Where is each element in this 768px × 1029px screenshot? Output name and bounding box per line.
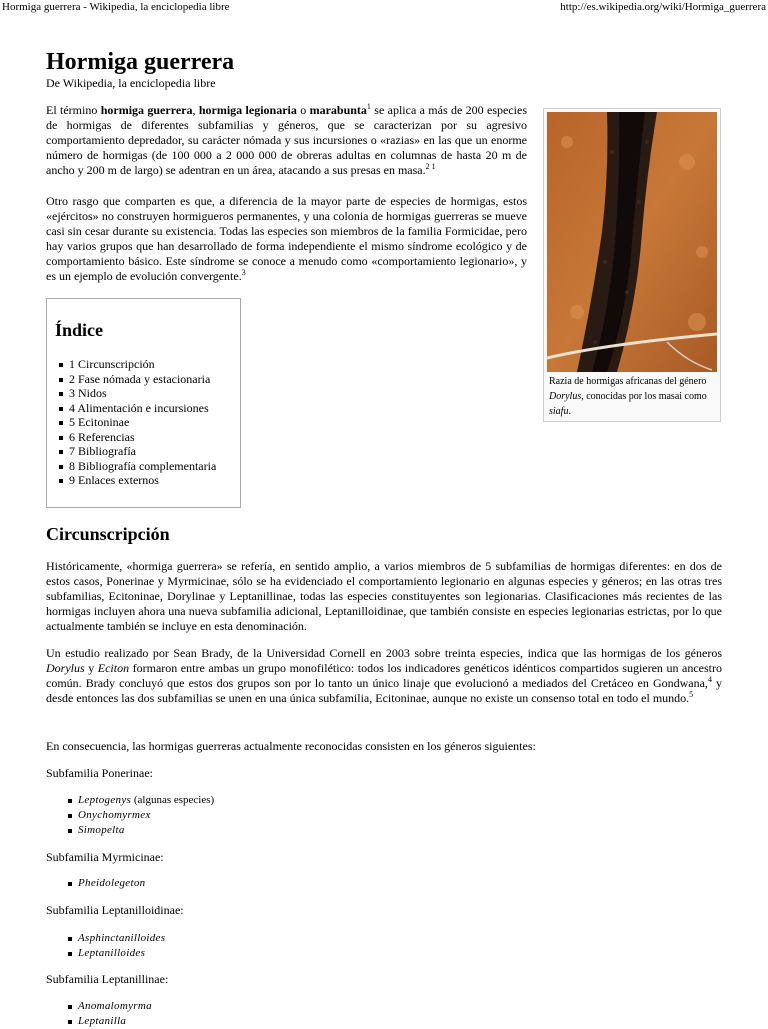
intro-text-3: o xyxy=(296,103,310,117)
army-ants-photo[interactable] xyxy=(547,112,717,372)
ref-link-2[interactable]: 2 1 xyxy=(425,162,436,171)
section1-paragraph-1: Históricamente, «hormiga guerrera» se refería, en sentido amplio, a varios miembros de 5 subfamilias de hormigas diferentes: en dos de estos casos, Ponerinae y Myrmicinae, sólo se ha evidenciado el comportamiento legionario en algunas especies y géneros; en las otras tres subfamilias, Ecitoninae, Dorylinae y Leptanillinae, todas las especies constituyentes son legionarias. Clasificaciones más recientes de las hormigas incluyen ahora una nueva subfamilia adicional, Leptanilloidinae, que también consiste en especies legionarias estrictas, por lo que actualmente también se incluye en esta denominación. xyxy=(46,559,722,633)
caption-word: siafu xyxy=(549,406,569,417)
list-item xyxy=(78,793,214,808)
toc-item-1[interactable]: 1 Circunscripción xyxy=(69,357,216,372)
ref-link-1[interactable]: 1 xyxy=(366,102,371,111)
caption-text-3: . xyxy=(568,406,571,417)
p2-text-3: formaron entre ambas un grupo monofilético: todos los indicadores genéticos idénticos compartidos sugieren un ancestro común. Brady concluyó que estos dos grupos son por lo tanto un único linaje que evolucionó a mediados del Cretáceo en Gondwana, xyxy=(46,661,722,690)
caption-text-1: Razia de hormigas africanas del género xyxy=(549,376,707,387)
p2-text-2: y xyxy=(84,661,98,675)
subfamily-myrmicinae-label: Subfamilia Myrmicinae: xyxy=(46,850,164,864)
toc-item-8[interactable]: 8 Bibliografía complementaria xyxy=(69,458,217,473)
intro-text-2: , xyxy=(192,103,199,117)
list-item xyxy=(78,946,165,961)
leptanilloidinae-genera-list xyxy=(78,931,165,961)
ref-link-3[interactable]: 3 xyxy=(241,268,246,277)
second-paragraph xyxy=(46,194,527,284)
article-title: Hormiga guerrera xyxy=(46,49,235,75)
toc-item-2[interactable]: 2 Fase nómada y estacionaria xyxy=(69,372,216,387)
table-of-contents xyxy=(46,298,241,508)
genus-eciton: Eciton xyxy=(97,661,130,675)
toc-item-7[interactable]: 7 Bibliografía xyxy=(69,444,216,459)
myrmicinae-genera-list xyxy=(78,876,145,891)
print-header xyxy=(0,0,768,14)
toc-item-9[interactable]: 9 Enlaces externos xyxy=(69,473,216,488)
intro-text-1: El término xyxy=(46,103,101,117)
list-item xyxy=(78,999,152,1014)
ref-link-4[interactable]: 4 xyxy=(707,675,712,684)
ponerinae-genera-list xyxy=(78,793,214,838)
page-url[interactable]: http://es.wikipedia.org/wiki/Hormiga_guerrera xyxy=(560,1,766,13)
figure-caption xyxy=(549,374,719,419)
section1-paragraph-3: En consecuencia, las hormigas guerreras actualmente reconocidas consisten en los géneros siguientes: xyxy=(46,739,536,753)
genus-link[interactable]: Leptogenys xyxy=(78,794,132,806)
list-item xyxy=(78,876,145,891)
toc-item-5[interactable]: 5 Ecitoninae xyxy=(69,415,216,430)
toc-item-6[interactable]: 6 Referencias xyxy=(69,430,216,445)
p2-text-4: y desde entonces las dos subfamilias se unen en una única subfamilia, Ecitoninae, aunque no existe un consenso total en todo el mundo. xyxy=(46,676,723,705)
section-heading-circunscripcion: Circunscripción xyxy=(46,524,170,544)
ref-link-5[interactable]: 5 xyxy=(689,690,694,699)
p2-text-1: Un estudio realizado por Sean Brady, de la Universidad Cornell en 2003 sobre treinta especies, indica que las hormigas de los géneros xyxy=(46,646,722,660)
list-item xyxy=(78,1014,152,1029)
subfamily-leptanillinae-label: Subfamilia Leptanillinae: xyxy=(46,972,169,986)
leptanillinae-genera-list xyxy=(78,999,152,1029)
genus-note: (algunas especies) xyxy=(131,794,215,806)
figure-thumbnail xyxy=(543,108,721,422)
genus-link[interactable]: Simopelta xyxy=(78,824,125,836)
genus-link[interactable]: Leptanilloides xyxy=(78,947,146,959)
subfamily-leptanilloidinae-label: Subfamilia Leptanilloidinae: xyxy=(46,903,184,917)
intro-text-4: se aplica a más de 200 especies de hormigas de diferentes subfamilias y géneros, que se caracterizan por su agresivo comportamiento depredador, su carácter nómada y sus incursiones o «razias» en las que un enorme número de hormigas (de 100 000 a 2 000 000 de obreras adultas en columnas de hasta 20 m de ancho y 200 m de largo) se adentran en un área, atacando a sus presas en masa. xyxy=(46,103,528,177)
article-subtitle: De Wikipedia, la enciclopedia libre xyxy=(46,76,216,90)
genus-link[interactable]: Anomalomyrma xyxy=(78,1000,152,1012)
genus-link[interactable]: Leptanilla xyxy=(78,1015,127,1027)
list-item xyxy=(78,931,165,946)
term-hormiga-legionaria: hormiga legionaria xyxy=(198,103,297,117)
genus-link[interactable]: Pheidolegeton xyxy=(78,877,146,889)
term-marabunta: marabunta xyxy=(309,103,367,117)
caption-genus-link[interactable]: Dorylus xyxy=(549,391,582,402)
subfamily-ponerinae-label: Subfamilia Ponerinae: xyxy=(46,766,153,780)
toc-list xyxy=(55,357,216,488)
genus-link[interactable]: Onychomyrmex xyxy=(78,809,151,821)
caption-text-2: , conocidas por los masai como xyxy=(581,391,707,402)
toc-title: Índice xyxy=(55,320,104,340)
genus-link[interactable]: Asphinctanilloides xyxy=(78,932,166,944)
list-item xyxy=(78,808,214,823)
page-title-header: Hormiga guerrera - Wikipedia, la enciclopedia libre xyxy=(2,1,230,13)
toc-item-4[interactable]: 4 Alimentación e incursiones xyxy=(69,401,216,416)
toc-item-3[interactable]: 3 Nidos xyxy=(69,386,216,401)
genus-dorylus: Dorylus xyxy=(46,661,85,675)
section1-paragraph-2 xyxy=(46,646,722,706)
intro-paragraph xyxy=(46,103,527,178)
term-hormiga-guerrera: hormiga guerrera xyxy=(100,103,193,117)
para2-text: Otro rasgo que comparten es que, a diferencia de la mayor parte de especies de hormigas, estos «ejércitos» no construyen hormigueros permanentes, y una colonia de hormigas guerreras se mueve casi sin cesar durante su existencia. Todas las especies son miembros de la familia Formicidae, pero hay varios grupos que han desarrollado de forma independiente el mismo síndrome ecológico y de comportamiento básico. Este síndrome se conoce a menudo como «comportamiento legionario», y es un ejemplo de evolución convergente. xyxy=(46,194,527,283)
list-item xyxy=(78,823,214,838)
